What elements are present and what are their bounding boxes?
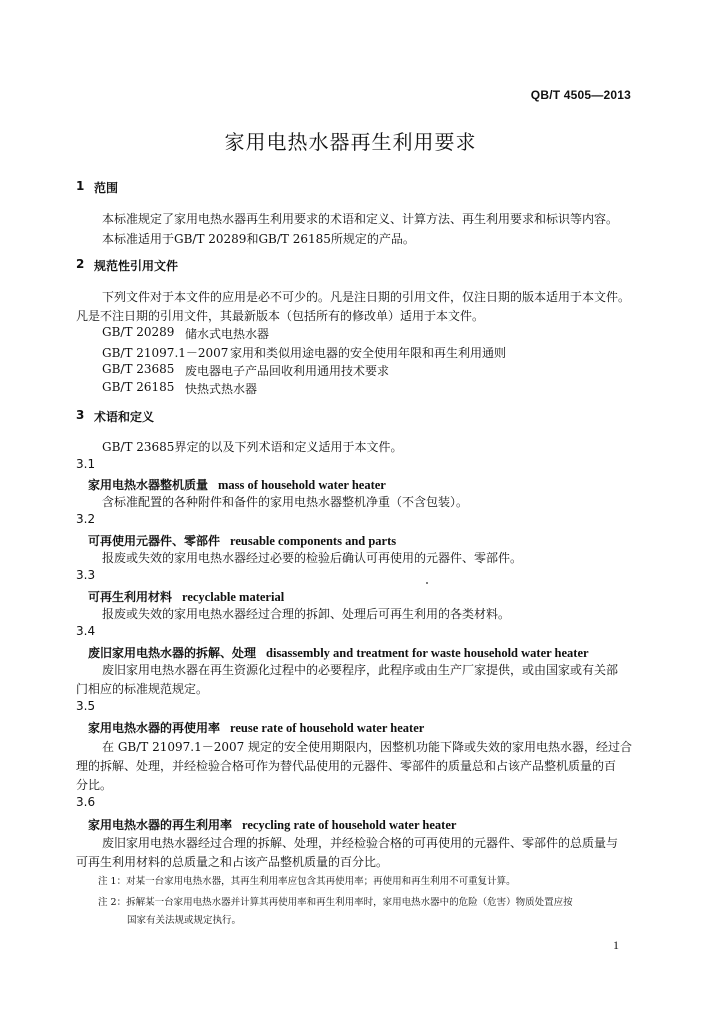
reference-code: GB/T 21097.1－2007 — [102, 346, 229, 360]
term-number: 3.2 — [76, 512, 96, 526]
term-heading — [88, 530, 396, 549]
term-definition: 废旧家用电热水器在再生资源化过程中的必要程序，此程序或由生产厂家提供，或由国家或有关部 — [102, 663, 619, 677]
reference-name: 废电器电子产品回收利用通用技术要求 — [185, 364, 390, 378]
term-english: recyclable material — [182, 590, 285, 604]
term-english: reusable components and parts — [230, 534, 397, 548]
scan-speck — [426, 582, 428, 584]
reference-name: 储水式电热水器 — [185, 327, 270, 341]
standard-number: QB/T 4505—2013 — [530, 88, 631, 102]
term-definition: 理的拆解、处理，并经检验合格可作为替代品使用的元器件、零部件的质量总和占该产品整机质量的百 — [76, 759, 617, 773]
term-definition: 含标准配置的各种附件和备件的家用电热水器整机净重（不含包装）。 — [102, 495, 469, 509]
term-heading — [88, 717, 424, 736]
reference-code: GB/T 20289 — [102, 325, 175, 339]
term-number: 3.4 — [76, 624, 96, 638]
term-english: disassembly and treatment for waste household water heater — [266, 646, 589, 660]
term-heading — [88, 586, 284, 605]
section-3-number: 3 — [76, 408, 85, 422]
term-english: recycling rate of household water heater — [242, 818, 457, 832]
section-2-title: 规范性引用文件 — [94, 259, 179, 273]
term-definition: 废旧家用电热水器经过合理的拆解、处理，并经检验合格的可再使用的元器件、零部件的总质量与 — [102, 836, 619, 850]
section-3-intro: GB/T 23685界定的以及下列术语和定义适用于本文件。 — [102, 440, 403, 454]
section-1-line: 本标准规定了家用电热水器再生利用要求的术语和定义、计算方法、再生利用要求和标识等内容。 — [102, 212, 619, 226]
term-english: reuse rate of household water heater — [230, 721, 425, 735]
term-number: 3.1 — [76, 457, 96, 471]
section-1-line: 本标准适用于GB/T 20289和GB/T 26185所规定的产品。 — [102, 232, 415, 246]
term-number: 3.5 — [76, 699, 96, 713]
term-chinese: 废旧家用电热水器的拆解、处理 — [88, 646, 257, 660]
term-heading — [88, 474, 386, 493]
term-definition: 报废或失效的家用电热水器经过合理的拆卸、处理后可再生利用的各类材料。 — [102, 607, 511, 621]
document-title: 家用电热水器再生利用要求 — [224, 130, 477, 154]
term-chinese: 可再使用元器件、零部件 — [88, 534, 221, 548]
term-chinese: 可再生利用材料 — [88, 590, 173, 604]
section-3-title: 术语和定义 — [94, 410, 155, 424]
reference-name: 家用和类似用途电器的安全使用年限和再生利用通则 — [230, 346, 507, 360]
term-definition: 门相应的标准规范规定。 — [76, 682, 209, 696]
term-definition: 分比。 — [76, 778, 113, 792]
reference-name: 快热式热水器 — [185, 382, 258, 396]
page-number: 1 — [613, 938, 619, 952]
term-definition: 在 GB/T 21097.1－2007 规定的安全使用期限内，因整机功能下降或失效的家用电热水器，经过合 — [102, 740, 633, 754]
section-2-number: 2 — [76, 257, 85, 271]
term-definition: 可再生利用材料的总质量之和占该产品整机质量的百分比。 — [76, 855, 389, 869]
term-number: 3.3 — [76, 568, 96, 582]
term-number: 3.6 — [76, 795, 96, 809]
reference-code: GB/T 23685 — [102, 362, 175, 376]
term-definition: 报废或失效的家用电热水器经过必要的检验后确认可再使用的元器件、零部件。 — [102, 551, 523, 565]
section-2-line: 下列文件对于本文件的应用是必不可少的。凡是注日期的引用文件，仅注日期的版本适用于本文件。 — [102, 290, 631, 304]
term-heading — [88, 642, 589, 661]
term-chinese: 家用电热水器的再生利用率 — [88, 818, 233, 832]
term-english: mass of household water heater — [218, 478, 386, 492]
section-2-line: 凡是不注日期的引用文件，其最新版本（包括所有的修改单）适用于本文件。 — [76, 309, 485, 323]
note-2-continued: 国家有关法规或规定执行。 — [127, 915, 242, 926]
section-1-number: 1 — [76, 179, 85, 193]
term-chinese: 家用电热水器的再使用率 — [88, 721, 221, 735]
term-heading — [88, 814, 456, 833]
note-1: 注 1：对某一台家用电热水器，其再生利用率应包含其再使用率；再使用和再生利用不可重复计算。 — [98, 876, 516, 887]
reference-code: GB/T 26185 — [102, 380, 175, 394]
note-2: 注 2：拆解某一台家用电热水器并计算其再使用率和再生利用率时，家用电热水器中的危险（危害）物质处置应按 — [98, 897, 573, 908]
section-1-title: 范围 — [94, 181, 119, 195]
term-chinese: 家用电热水器整机质量 — [88, 478, 209, 492]
